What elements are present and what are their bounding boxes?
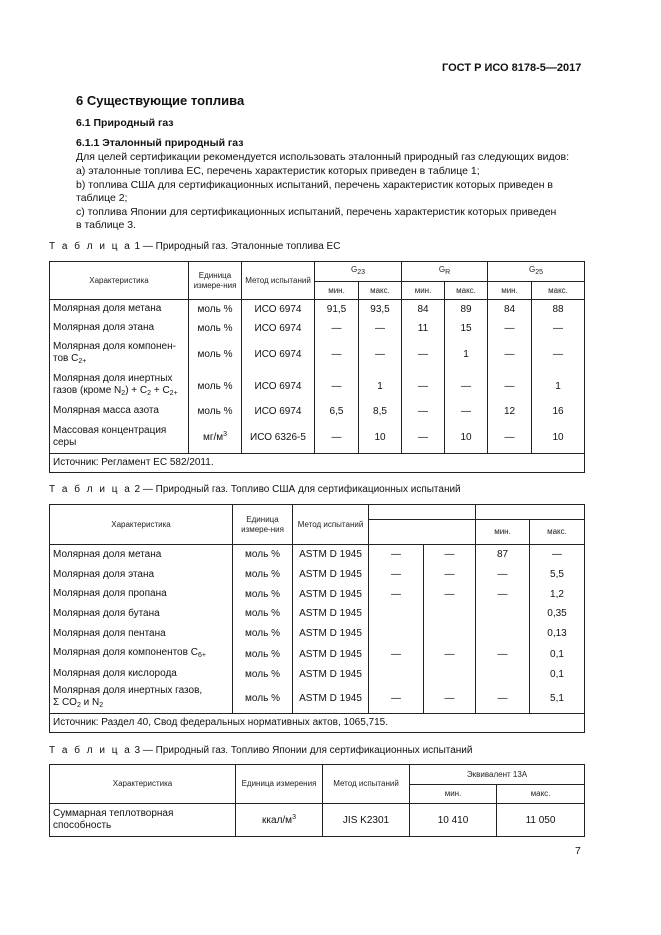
table3 <box>49 764 585 837</box>
t1-header-max: макс. <box>359 282 402 300</box>
cell-g23-min: — <box>315 422 359 454</box>
row-name <box>50 372 189 401</box>
t1-header-g23 <box>315 262 402 282</box>
cell-g25-max: — <box>532 319 585 338</box>
table-row <box>50 684 585 714</box>
row-name-line2: серы <box>53 437 77 449</box>
t3-header-min: мин. <box>410 785 497 804</box>
table-row <box>50 585 585 604</box>
cell-max: 0,1 <box>530 665 585 684</box>
row-unit: моль % <box>233 684 293 714</box>
row-unit: моль % <box>233 545 293 565</box>
row-unit <box>236 804 323 837</box>
table-row <box>50 422 585 454</box>
standard-number: ГОСТ Р ИСО 8178-5—2017 <box>442 62 582 74</box>
cell-c1: — <box>369 545 424 565</box>
row-name-line1: Молярная доля инертных газов, <box>53 684 203 696</box>
list-item-b-cont: таблице 2; <box>76 192 128 204</box>
row-unit <box>189 422 242 454</box>
row-method: ИСО 6326-5 <box>242 422 315 454</box>
cell-g25-max: 1 <box>532 372 585 401</box>
row-unit: моль % <box>189 401 242 422</box>
table-row <box>50 644 585 665</box>
cell-min <box>476 665 530 684</box>
cell-g23-min: 91,5 <box>315 300 359 319</box>
t1-gr-label: G <box>438 265 446 274</box>
cell-g25-max: — <box>532 338 585 372</box>
cell-min: — <box>476 565 530 585</box>
row-name-sub-a: 2 <box>76 701 81 709</box>
cell-max: 11 050 <box>497 804 585 837</box>
table3-caption-text: 3 — Природный газ. Топливо Японии для сертификационных испытаний <box>131 745 473 756</box>
row-method: JIS K2301 <box>323 804 410 837</box>
t2-header-empty <box>369 520 476 545</box>
cell-c2: — <box>424 684 476 714</box>
table1 <box>49 261 585 473</box>
cell-c2: — <box>424 565 476 585</box>
row-unit-sup: 3 <box>223 431 228 439</box>
cell-gr-max: — <box>445 401 488 422</box>
row-name-line2b: и N <box>80 696 100 708</box>
t2-header-min: мин. <box>476 520 530 545</box>
cell-g25-min: — <box>488 422 532 454</box>
table3-caption-prefix: Т а б л и ц а <box>49 745 132 756</box>
table-row <box>50 804 585 837</box>
row-name-line2b: ) + C <box>125 384 148 396</box>
row-name: Молярная доля этана <box>50 319 189 338</box>
row-name: Молярная доля пентана <box>50 624 233 644</box>
row-name: Молярная доля метана <box>50 300 189 319</box>
t1-header-g25 <box>488 262 585 282</box>
cell-min: — <box>476 585 530 604</box>
list-item-a: а) эталонные топлива ЕС, перечень характеристик которых приведен в таблице 1; <box>76 165 480 177</box>
row-name-sub: 2+ <box>78 358 87 365</box>
table1-caption-prefix: Т а б л и ц а <box>49 241 132 252</box>
cell-g23-max: 10 <box>359 422 402 454</box>
row-method: ASTM D 1945 <box>293 545 369 565</box>
cell-g23-max: 1 <box>359 372 402 401</box>
t2-source-note: Источник: Раздел 40, Свод федеральных нормативных актов, 1065,715. <box>50 714 585 733</box>
cell-g23-min: — <box>315 319 359 338</box>
cell-g25-min: — <box>488 338 532 372</box>
cell-max: 0,35 <box>530 604 585 624</box>
t1-gr-sub: R <box>445 269 451 276</box>
row-name: Молярная доля бутана <box>50 604 233 624</box>
row-name <box>50 338 189 372</box>
table-row <box>50 319 585 338</box>
t3-header-unit: Единица измерения <box>236 765 323 804</box>
table-row <box>50 565 585 585</box>
row-name-sub-b: 2 <box>99 701 104 709</box>
list-item-b: b) топлива США для сертификационных испытаний, перечень характеристик которых приведен в <box>76 179 553 191</box>
t3-header-method: Метод испытаний <box>323 765 410 804</box>
list-item-c: c) топлива Японии для сертификационных испытаний, перечень характеристик которых приведен <box>76 206 557 218</box>
cell-g23-max: 93,5 <box>359 300 402 319</box>
cell-c2 <box>424 604 476 624</box>
table-row <box>50 401 585 422</box>
cell-gr-min: — <box>402 422 445 454</box>
row-name-line2: тов C <box>53 353 79 364</box>
row-method: ИСО 6974 <box>242 401 315 422</box>
row-unit: моль % <box>233 665 293 684</box>
row-unit: моль % <box>233 604 293 624</box>
table3-caption <box>49 745 472 756</box>
cell-gr-max: 89 <box>445 300 488 319</box>
cell-c2: — <box>424 585 476 604</box>
cell-max: 0,13 <box>530 624 585 644</box>
row-method: ИСО 6974 <box>242 300 315 319</box>
t2-header-method: Метод испытаний <box>293 505 369 545</box>
t1-g25-label: G <box>529 265 536 274</box>
cell-c1 <box>369 604 424 624</box>
cell-c2: — <box>424 545 476 565</box>
row-method: ASTM D 1945 <box>293 684 369 714</box>
t1-g23-sub: 23 <box>357 269 366 276</box>
cell-c1: — <box>369 684 424 714</box>
cell-g25-min: — <box>488 319 532 338</box>
cell-g23-min: 6,5 <box>315 401 359 422</box>
t1-header-min: мин. <box>315 282 359 300</box>
row-name: Молярная масса азота <box>50 401 189 422</box>
cell-gr-min: — <box>402 401 445 422</box>
row-name-sub: 6+ <box>197 651 206 659</box>
t2-header-characteristic: Характеристика <box>50 505 233 545</box>
section-title: 6 Существующие топлива <box>76 93 245 108</box>
cell-g25-max: 16 <box>532 401 585 422</box>
table1-caption-text: 1 — Природный газ. Эталонные топлива ЕС <box>131 241 341 252</box>
table-row <box>50 338 585 372</box>
row-name-line2: способность <box>53 820 112 831</box>
cell-gr-min: — <box>402 372 445 401</box>
cell-min: 87 <box>476 545 530 565</box>
t2-header-max: макс. <box>530 520 585 545</box>
row-method: ASTM D 1945 <box>293 644 369 665</box>
cell-c1: — <box>369 585 424 604</box>
table-row <box>50 604 585 624</box>
cell-g25-max: 10 <box>532 422 585 454</box>
cell-c1 <box>369 624 424 644</box>
table-row <box>50 665 585 684</box>
t1-header-max: макс. <box>445 282 488 300</box>
row-method: ASTM D 1945 <box>293 624 369 644</box>
row-name-text: Молярная доля компонентов C <box>53 646 198 658</box>
row-name-sub-a: 2 <box>121 389 126 397</box>
row-method: ИСО 6974 <box>242 319 315 338</box>
t1-header-method: Метод испытаний <box>242 262 315 300</box>
cell-g25-max: 88 <box>532 300 585 319</box>
row-name <box>50 644 233 665</box>
table2-caption-text: 2 — Природный газ. Топливо США для сертификационных испытаний <box>131 484 461 495</box>
row-name <box>50 684 233 714</box>
row-method: ИСО 6974 <box>242 338 315 372</box>
row-name: Молярная доля пропана <box>50 585 233 604</box>
row-unit: моль % <box>189 300 242 319</box>
row-name-line2a: Σ CO <box>53 696 77 708</box>
cell-g25-min: 84 <box>488 300 532 319</box>
cell-gr-min: 11 <box>402 319 445 338</box>
cell-g25-min: — <box>488 372 532 401</box>
cell-min: — <box>476 644 530 665</box>
cell-g23-max: — <box>359 338 402 372</box>
row-method: ИСО 6974 <box>242 372 315 401</box>
row-name-line1: Молярная доля компонен- <box>53 341 176 352</box>
table-row <box>50 300 585 319</box>
subsection-title: 6.1 Природный газ <box>76 117 174 129</box>
table2-caption-prefix: Т а б л и ц а <box>49 484 132 495</box>
cell-c2 <box>424 665 476 684</box>
cell-c1: — <box>369 644 424 665</box>
table1-caption <box>49 241 340 252</box>
t1-header-min: мин. <box>488 282 532 300</box>
row-unit-text: мг/м <box>202 432 224 444</box>
row-name-sub-b: 2 <box>147 389 152 397</box>
row-method: ASTM D 1945 <box>293 585 369 604</box>
table-row <box>50 624 585 644</box>
t3-header-max: макс. <box>497 785 585 804</box>
cell-g25-min: 12 <box>488 401 532 422</box>
cell-max: 5,5 <box>530 565 585 585</box>
t3-header-equivalent: Эквивалент 13А <box>410 765 585 785</box>
cell-max: 0,1 <box>530 644 585 665</box>
t1-header-gr <box>402 262 488 282</box>
row-unit: моль % <box>233 624 293 644</box>
row-unit: моль % <box>233 565 293 585</box>
cell-c1: — <box>369 565 424 585</box>
row-name <box>50 422 189 454</box>
row-name-line1: Суммарная теплотворная <box>53 808 174 819</box>
cell-gr-max: — <box>445 372 488 401</box>
row-method: ASTM D 1945 <box>293 565 369 585</box>
t1-header-min: мин. <box>402 282 445 300</box>
cell-max: — <box>530 545 585 565</box>
row-name-line1: Массовая концентрация <box>53 425 167 437</box>
row-unit: моль % <box>233 644 293 665</box>
cell-max: 1,2 <box>530 585 585 604</box>
row-unit-text: ккал/м <box>262 815 293 826</box>
row-name: Молярная доля этана <box>50 565 233 585</box>
t1-source-note: Источник: Регламент ЕС 582/2011. <box>50 454 585 473</box>
row-unit-sup: 3 <box>292 814 296 821</box>
row-name-sub-c: 2+ <box>169 389 178 397</box>
row-unit: моль % <box>233 585 293 604</box>
t1-g25-sub: 25 <box>535 269 544 276</box>
row-name: Молярная доля кислорода <box>50 665 233 684</box>
row-unit: моль % <box>189 338 242 372</box>
row-unit: моль % <box>189 372 242 401</box>
cell-gr-max: 10 <box>445 422 488 454</box>
cell-gr-min: — <box>402 338 445 372</box>
t2-header-group-1 <box>369 505 476 520</box>
row-method: ASTM D 1945 <box>293 665 369 684</box>
t1-g23-label: G <box>350 265 358 274</box>
t1-header-max: макс. <box>532 282 585 300</box>
cell-c2 <box>424 624 476 644</box>
cell-gr-max: 15 <box>445 319 488 338</box>
cell-g23-min: — <box>315 372 359 401</box>
t1-header-characteristic: Характеристика <box>50 262 189 300</box>
cell-c2: — <box>424 644 476 665</box>
cell-g23-max: — <box>359 319 402 338</box>
t3-header-characteristic: Характеристика <box>50 765 236 804</box>
table-row <box>50 372 585 401</box>
cell-max: 5,1 <box>530 684 585 714</box>
table2-caption <box>49 484 461 495</box>
row-name-line2a: газов (кроме N <box>53 384 122 396</box>
cell-g23-min: — <box>315 338 359 372</box>
intro-text: Для целей сертификации рекомендуется использовать эталонный природный газ следующих видов: <box>76 151 569 163</box>
row-method: ASTM D 1945 <box>293 604 369 624</box>
table2 <box>49 504 585 733</box>
row-name: Молярная доля метана <box>50 545 233 565</box>
cell-gr-min: 84 <box>402 300 445 319</box>
cell-g23-max: 8,5 <box>359 401 402 422</box>
t2-header-group-2 <box>476 505 585 520</box>
row-unit: моль % <box>189 319 242 338</box>
cell-min: — <box>476 684 530 714</box>
t1-header-unit: Единица измере-ния <box>189 262 242 300</box>
row-name-line2c: + C <box>151 384 170 396</box>
cell-c1 <box>369 665 424 684</box>
t2-header-unit: Единица измере-ния <box>233 505 293 545</box>
cell-min <box>476 604 530 624</box>
cell-min: 10 410 <box>410 804 497 837</box>
subsubsection-title: 6.1.1 Эталонный природный газ <box>76 137 244 149</box>
cell-gr-max: 1 <box>445 338 488 372</box>
table-row <box>50 545 585 565</box>
cell-min <box>476 624 530 644</box>
row-name <box>50 804 236 837</box>
row-name-line1: Молярная доля инертных <box>53 372 173 384</box>
page-number: 7 <box>575 845 581 857</box>
list-item-c-cont: в таблице 3. <box>76 219 136 231</box>
